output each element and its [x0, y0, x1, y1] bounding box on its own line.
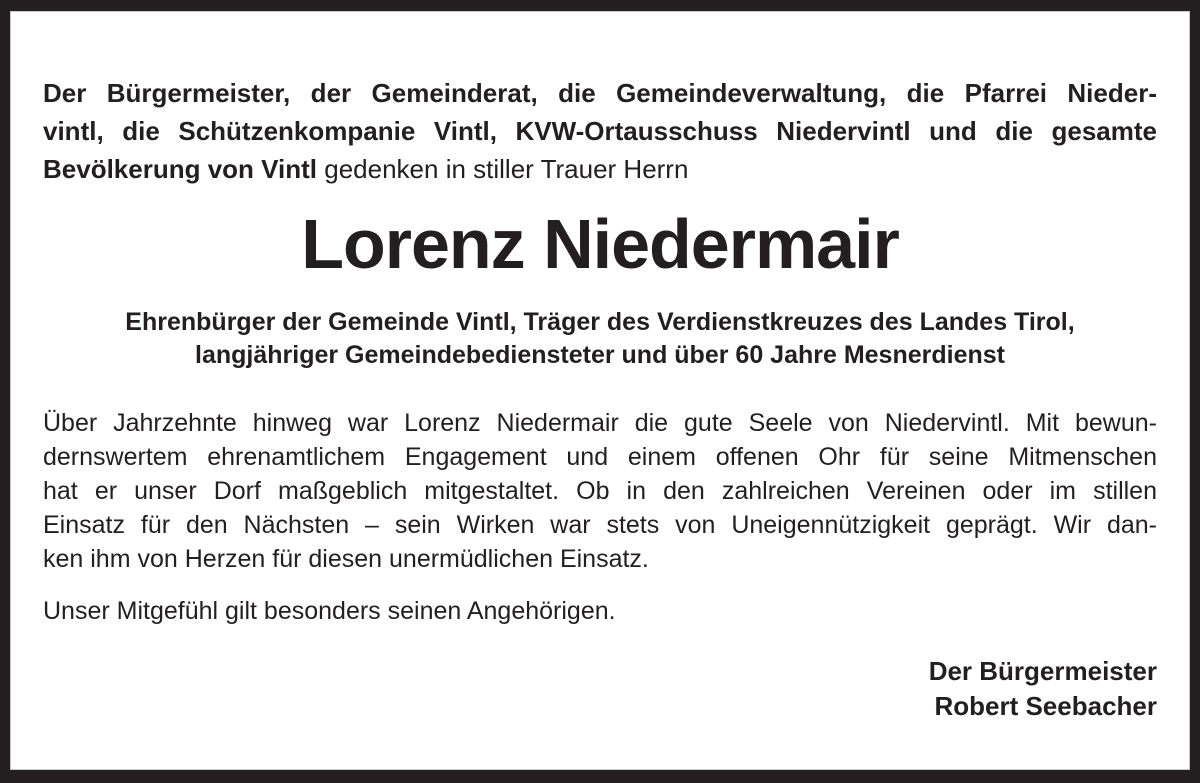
tribute-line: Einsatz für den Nächsten – sein Wirken war stets von Uneigennützigkeit geprägt. Wir dan- [43, 511, 1157, 539]
tribute-line: hat er unser Dorf maßgeblich mitgestaltet. Ob in den zahlreichen Vereinen oder im stillen [43, 477, 1157, 505]
intro-line-2: vintl, die Schützenkompanie Vintl, KVW-Ortausschuss Niedervintl und die gesamte [43, 116, 1157, 146]
deceased-name: Lorenz Niedermair [301, 205, 899, 283]
honors-line-1: Ehrenbürger der Gemeinde Vintl, Träger des Verdienstkreuzes des Landes Tirol, [125, 308, 1075, 336]
tribute-line: ken ihm von Herzen für diesen unermüdlichen Einsatz. [43, 545, 649, 573]
obituary-card [10, 11, 1190, 770]
signature-role: Der Bürgermeister [928, 656, 1157, 686]
signature-block [43, 654, 1157, 724]
honors-line-2: langjähriger Gemeindebediensteter und über 60 Jahre Mesnerdienst [195, 341, 1005, 369]
intro-line-3-regular: gedenken in stiller Trauer Herrn [324, 154, 689, 184]
intro-paragraph [43, 74, 1157, 188]
signature-name: Robert Seebacher [934, 691, 1157, 721]
honors-subtitle [43, 306, 1157, 372]
tribute-line: Über Jahrzehnte hinweg war Lorenz Niedermair die gute Seele von Niedervintl. Mit bewun- [43, 409, 1157, 437]
condolence-line: Unser Mitgefühl gilt besonders seinen Angehörigen. [43, 597, 616, 625]
tribute-line: dernswertem ehrenamtlichem Engagement und einem offenen Ohr für seine Mitmenschen [43, 443, 1157, 471]
intro-line-3 [43, 150, 1157, 188]
intro-line-1: Der Bürgermeister, der Gemeinderat, die Gemeindeverwaltung, die Pfarrei Nieder- [43, 78, 1157, 108]
intro-line-3-bold: Bevölkerung von Vintl [43, 154, 318, 184]
tribute-paragraph [43, 406, 1157, 576]
